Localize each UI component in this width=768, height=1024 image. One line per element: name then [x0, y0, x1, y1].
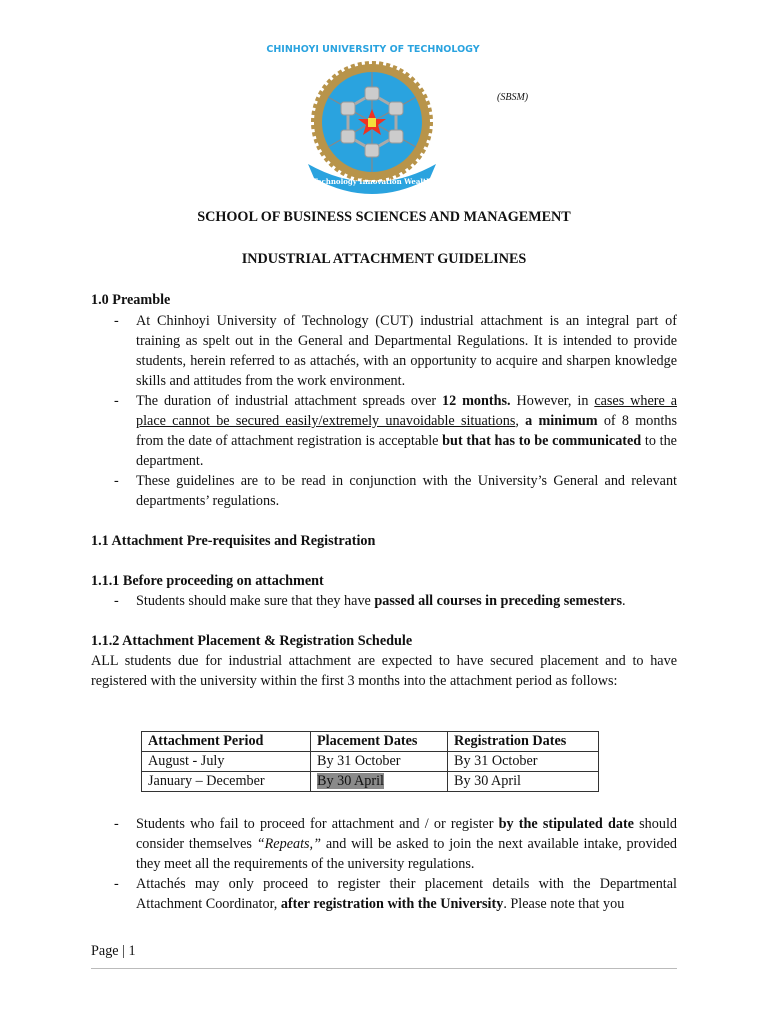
table-header-row	[142, 732, 599, 752]
table-cell	[311, 772, 448, 792]
column-header: Registration Dates	[448, 732, 599, 752]
table-cell: August - July	[142, 752, 311, 772]
section-heading-schedule: 1.1.2 Attachment Placement & Registration Schedule	[91, 633, 413, 649]
logo-motto: Technology Innovation Wealth	[312, 177, 432, 186]
section-heading-prerequisites: 1.1 Attachment Pre-requisites and Registration	[91, 533, 376, 549]
bullet-text: At Chinhoyi University of Technology (CUT) industrial attachment is an integral part of training as spelt out in the General and Departmental Regulations. It is intended to provide students, herein referred to as attachés, with an opportunity to acquire and sharpen knowledge skills and attitudes from the work environment.	[136, 313, 677, 389]
section-heading-preamble: 1.0 Preamble	[91, 292, 171, 308]
logo-text: CHINHOYI UNIVERSITY OF TECHNOLOGY	[266, 44, 480, 55]
school-name: SCHOOL OF BUSINESS SCIENCES AND MANAGEMENT	[197, 209, 571, 225]
bullet-item: - Attachés may only proceed to register their placement details with the Departmental Attachment Coordinator, after registration with the University. Please note that you	[114, 876, 677, 912]
column-header: Placement Dates	[311, 732, 448, 752]
section-heading-before-attachment: 1.1.1 Before proceeding on attachment	[91, 573, 324, 589]
table-row	[142, 752, 599, 772]
footer-divider	[91, 968, 677, 969]
bullet-text: These guidelines are to be read in conjunction with the University’s General and relevant departments’ regulations.	[136, 473, 677, 509]
document-title: INDUSTRIAL ATTACHMENT GUIDELINES	[241, 251, 527, 267]
table-cell: January – December	[142, 772, 311, 792]
university-logo	[266, 42, 480, 194]
bullet-item: - The duration of industrial attachment spreads over 12 months. However, in cases where a place cannot be secured easily/extremely unavoidable situations, a minimum of 8 months from the date of attachment registration is acceptable but that has to be communicated to the department.	[114, 393, 677, 469]
highlighted-text: By 30 April	[317, 773, 385, 789]
table-cell: By 31 October	[448, 752, 599, 772]
table-cell: By 30 April	[448, 772, 599, 792]
schedule-paragraph: ALL students due for industrial attachment are expected to have secured placement and to have registered with the university within the first 3 months into the attachment period as follows:	[91, 653, 677, 689]
page-number: Page | 1	[91, 943, 136, 959]
column-header: Attachment Period	[142, 732, 311, 752]
table-cell: By 31 October	[311, 752, 448, 772]
schedule-table	[141, 731, 599, 792]
school-abbreviation: (SBSM)	[497, 92, 529, 103]
bullet-item: - At Chinhoyi University of Technology (CUT) industrial attachment is an integral part of training as spelt out in the General and Departmental Regulations. It is intended to provide students, herein referred to as attachés, with an opportunity to acquire and sharpen knowledge skills and attitudes from the work environment.	[114, 313, 677, 389]
bullet-item: - These guidelines are to be read in conjunction with the University’s General and relevant departments’ regulations.	[114, 473, 677, 509]
table-row	[142, 772, 599, 792]
bullet-item: - Students who fail to proceed for attachment and / or register by the stipulated date should consider themselves “Repeats,” and will be asked to join the next available intake, provided they meet all the requirements of the university regulations.	[114, 816, 677, 872]
bullet-item: - Students should make sure that they have passed all courses in preceding semesters.	[114, 593, 626, 609]
